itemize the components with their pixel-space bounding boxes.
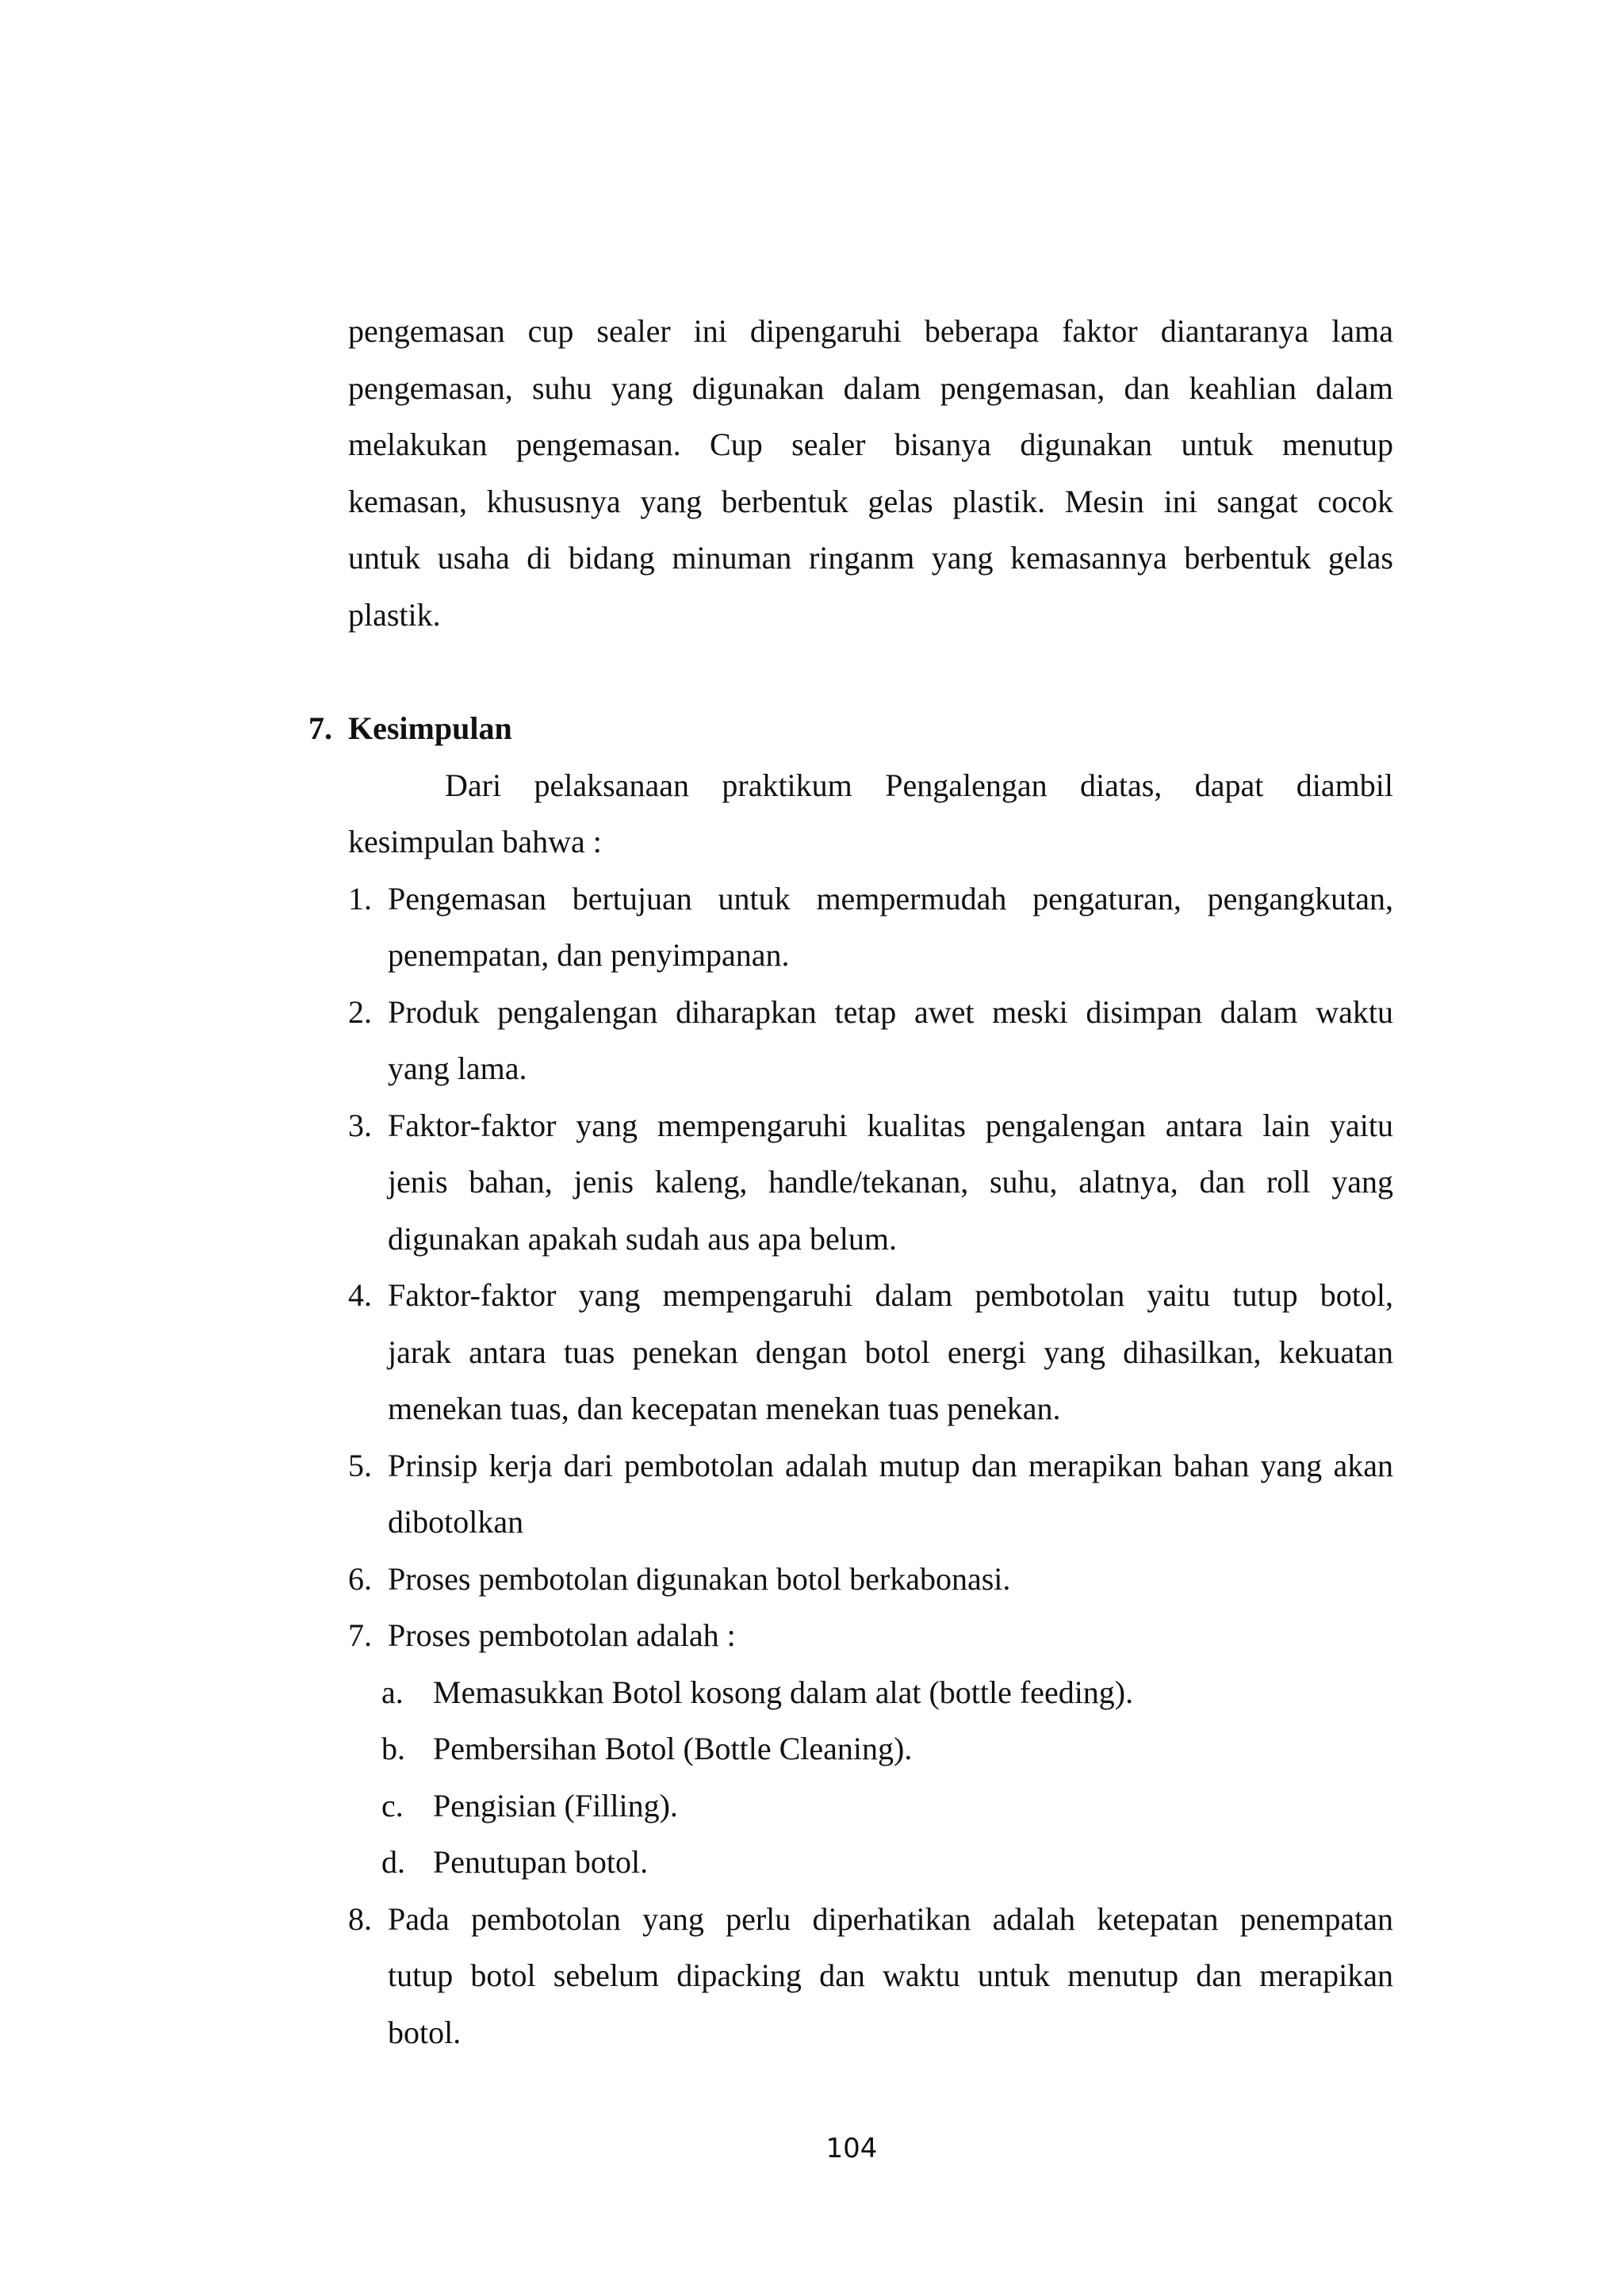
section-title: Kesimpulan [348, 710, 512, 746]
text-line: melakukan pengemasan. Cup sealer bisanya digunakan untuk menutup [348, 427, 1393, 462]
text-line: yang lama. [388, 1050, 527, 1086]
text-line: tutup botol sebelum dipacking dan waktu untuk menutup dan merapikan [388, 1957, 1393, 1993]
sub-list-marker: c. [381, 1787, 404, 1823]
text-line: Faktor-faktor yang mempengaruhi dalam pembotolan yaitu tutup botol, [388, 1277, 1393, 1313]
sub-list-marker: b. [381, 1731, 405, 1766]
text-line: botol. [388, 2014, 462, 2050]
text-line: pengemasan cup sealer ini dipengaruhi beberapa faktor diantaranya lama [348, 313, 1393, 349]
section-number: 7. [308, 710, 332, 746]
text-line: plastik. [348, 596, 441, 633]
list-item [348, 871, 1393, 984]
text-line: Pembersihan Botol (Bottle Cleaning). [433, 1731, 913, 1766]
section-intro [348, 757, 1393, 871]
list-marker: 5. [348, 1447, 372, 1483]
text-line: jenis bahan, jenis kaleng, handle/tekanan, suhu, alatnya, dan roll yang [388, 1164, 1393, 1200]
list-item [348, 1551, 1393, 1608]
conclusion-list [348, 871, 1393, 2061]
sub-list-item [348, 1777, 1393, 1835]
text-line: Produk pengalengan diharapkan tetap awet meski disimpan dalam waktu [388, 993, 1393, 1030]
sub-list [348, 1664, 1393, 1891]
text-line: Proses pembotolan digunakan botol berkabonasi. [388, 1560, 1011, 1597]
text-line: penempatan, dan penyimpanan. [388, 937, 790, 973]
sub-list-marker: a. [381, 1674, 404, 1710]
sub-list-item [348, 1834, 1393, 1891]
sub-list-marker: d. [381, 1844, 405, 1880]
list-marker: 1. [348, 880, 372, 916]
text-line: dibotolkan [388, 1504, 524, 1540]
sub-list-item [348, 1664, 1393, 1721]
text-line: Faktor-faktor yang mempengaruhi kualitas pengalengan antara lain yaitu [388, 1107, 1393, 1143]
list-marker: 3. [348, 1107, 372, 1143]
list-item [348, 1891, 1393, 2061]
list-item [348, 984, 1393, 1097]
text-line: Prinsip kerja dari pembotolan adalah mutup dan merapikan bahan yang akan [388, 1447, 1393, 1483]
sub-list-item [348, 1720, 1393, 1777]
text-line: pengemasan, suhu yang digunakan dalam pengemasan, dan keahlian dalam [348, 369, 1393, 406]
list-marker: 7. [348, 1617, 372, 1653]
text-line: untuk usaha di bidang minuman ringanm yang kemasannya berbentuk gelas [348, 540, 1393, 576]
list-marker: 6. [348, 1560, 372, 1597]
text-line: menekan tuas, dan kecepatan menekan tuas penekan. [388, 1391, 1061, 1426]
list-item [348, 1607, 1393, 1664]
text-line: Pada pembotolan yang perlu diperhatikan adalah ketepatan penempatan [388, 1900, 1393, 1937]
text-line: Proses pembotolan adalah : [388, 1617, 736, 1653]
intro-paragraph [348, 303, 1393, 643]
page-number: 104 [825, 2133, 878, 2164]
text-line: Pengemasan bertujuan untuk mempermudah pengaturan, pengangkutan, [388, 880, 1393, 916]
section-heading [308, 700, 1393, 757]
text-line: Memasukkan Botol kosong dalam alat (bottle feeding). [433, 1674, 1134, 1710]
text-line: kemasan, khususnya yang berbentuk gelas plastik. Mesin ini sangat cocok [348, 483, 1393, 519]
list-item [348, 1097, 1393, 1268]
text-line: digunakan apakah sudah aus apa belum. [388, 1220, 898, 1257]
page-content [308, 303, 1393, 2061]
list-item [348, 1437, 1393, 1551]
text-line: jarak antara tuas penekan dengan botol energi yang dihasilkan, kekuatan [388, 1334, 1393, 1370]
list-marker: 2. [348, 993, 372, 1030]
list-marker: 8. [348, 1900, 372, 1937]
list-marker: 4. [348, 1277, 372, 1313]
text-line: Penutupan botol. [433, 1844, 649, 1880]
text-line: kesimpulan bahwa : [348, 824, 602, 859]
text-line: Dari pelaksanaan praktikum Pengalengan diatas, dapat diambil [445, 767, 1393, 803]
text-line: Pengisian (Filling). [433, 1787, 678, 1823]
list-item [348, 1267, 1393, 1437]
